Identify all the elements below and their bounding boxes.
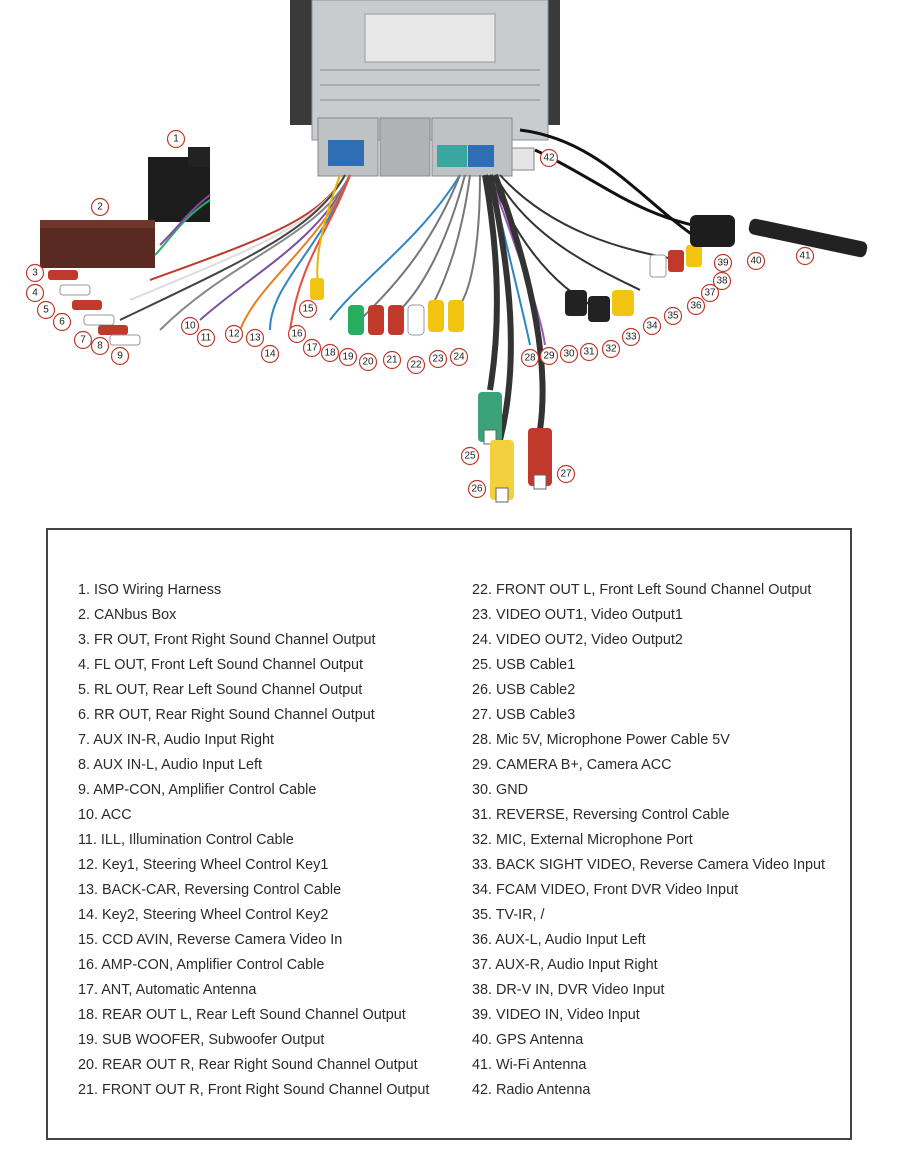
legend-item: 15. CCD AVIN, Reverse Camera Video In [78,932,343,948]
callout-12 [226,326,243,343]
callout-number: 39 [717,257,729,269]
callout-41 [797,248,814,265]
callout-number: 28 [524,352,536,364]
canbus-box [40,220,155,268]
callout-19 [340,349,357,366]
legend-item: 2. CANbus Box [78,607,177,623]
callout-number: 15 [302,303,314,315]
callout-31 [581,344,598,361]
callout-number: 5 [43,304,49,316]
callout-number: 22 [410,359,422,371]
callout-33 [623,329,640,346]
callout-40 [748,253,765,270]
callout-7 [75,332,92,349]
callout-number: 32 [605,343,617,355]
callout-16 [289,326,306,343]
legend-item: 28. Mic 5V, Microphone Power Cable 5V [472,732,730,748]
legend-item: 27. USB Cable3 [472,707,576,723]
callout-number: 6 [59,316,65,328]
callout-1 [168,131,185,148]
legend-item: 13. BACK-CAR, Reversing Control Cable [78,882,342,898]
legend-item: 35. TV-IR, / [472,907,545,923]
legend-item: 22. FRONT OUT L, Front Left Sound Channel Output [472,582,812,598]
head-unit [290,0,560,176]
callout-number: 31 [583,346,595,358]
callout-26 [469,481,486,498]
callout-18 [322,345,339,362]
legend-item: 30. GND [472,782,528,798]
legend-item: 7. AUX IN-R, Audio Input Right [78,732,274,748]
callout-29 [541,348,558,365]
callout-10 [182,318,199,335]
callout-6 [54,314,71,331]
callout-5 [38,302,55,319]
callout-28 [522,350,539,367]
callout-number: 26 [471,483,483,495]
legend-item: 23. VIDEO OUT1, Video Output1 [472,607,683,623]
callout-2 [92,199,109,216]
callout-number: 36 [690,300,702,312]
legend-item: 18. REAR OUT L, Rear Left Sound Channel Output [78,1007,406,1023]
callout-number: 40 [750,255,762,267]
callout-number: 37 [704,287,716,299]
callout-13 [247,330,264,347]
legend-item: 14. Key2, Steering Wheel Control Key2 [78,907,329,923]
legend-column-left [78,578,429,1103]
callout-17 [304,340,321,357]
legend-item: 33. BACK SIGHT VIDEO, Reverse Camera Video Input [472,857,825,873]
legend-item: 38. DR-V IN, DVR Video Input [472,982,665,998]
callout-number: 12 [228,328,240,340]
legend-panel [46,528,852,1140]
callout-27 [558,466,575,483]
callout-21 [384,352,401,369]
callout-number: 19 [342,351,354,363]
callout-number: 20 [362,356,374,368]
callout-number: 42 [543,152,555,164]
legend-item: 31. REVERSE, Reversing Control Cable [472,807,730,823]
callout-number: 2 [97,201,103,213]
callout-number: 27 [560,468,572,480]
callout-15 [300,301,317,318]
callout-number: 25 [464,450,476,462]
legend-item: 12. Key1, Steering Wheel Control Key1 [78,857,329,873]
legend-item: 36. AUX-L, Audio Input Left [472,932,646,948]
legend-item: 3. FR OUT, Front Right Sound Channel Output [78,632,376,648]
legend-item: 21. FRONT OUT R, Front Right Sound Channel Output [78,1082,430,1098]
callout-number: 29 [543,350,555,362]
callout-number: 30 [563,348,575,360]
callout-number: 9 [117,350,123,362]
callout-number: 1 [173,133,179,145]
callout-22 [408,357,425,374]
callout-number: 3 [32,267,38,279]
legend-item: 41. Wi-Fi Antenna [472,1057,587,1073]
callout-3 [27,265,44,282]
legend-item: 9. AMP-CON, Amplifier Control Cable [78,782,317,798]
legend-item: 34. FCAM VIDEO, Front DVR Video Input [472,882,739,898]
callout-number: 16 [291,328,303,340]
callout-42 [541,150,558,167]
legend-item: 40. GPS Antenna [472,1032,584,1048]
callout-36 [688,298,705,315]
callout-number: 7 [80,334,86,346]
legend-item: 17. ANT, Automatic Antenna [78,982,257,998]
callout-number: 41 [799,250,811,262]
wiring-diagram [0,0,900,520]
callout-38 [714,273,731,290]
callout-number: 10 [184,320,196,332]
legend-item: 42. Radio Antenna [472,1082,591,1098]
legend-item: 39. VIDEO IN, Video Input [472,1007,640,1023]
callout-number: 21 [386,354,398,366]
legend-item: 25. USB Cable1 [472,657,576,673]
legend-item: 16. AMP-CON, Amplifier Control Cable [78,957,325,973]
callout-number: 23 [432,353,444,365]
callout-30 [561,346,578,363]
legend-item: 37. AUX-R, Audio Input Right [472,957,658,973]
legend-item: 32. MIC, External Microphone Port [472,832,693,848]
iso-harness [148,147,210,222]
callout-9 [112,348,129,365]
callout-25 [462,448,479,465]
legend-item: 11. ILL, Illumination Control Cable [78,832,294,848]
legend-item: 6. RR OUT, Rear Right Sound Channel Output [78,707,375,723]
legend-item: 29. CAMERA B+, Camera ACC [472,757,672,773]
callout-number: 13 [249,332,261,344]
callout-14 [262,346,279,363]
callout-number: 11 [200,332,212,344]
callout-number: 38 [716,275,728,287]
legend-item: 8. AUX IN-L, Audio Input Left [78,757,262,773]
legend-item: 19. SUB WOOFER, Subwoofer Output [78,1032,325,1048]
legend-item: 1. ISO Wiring Harness [78,582,222,598]
callout-number: 24 [453,351,465,363]
legend-item: 5. RL OUT, Rear Left Sound Channel Output [78,682,363,698]
callout-number: 33 [625,331,637,343]
callout-number: 14 [264,348,276,360]
callout-32 [603,341,620,358]
legend-column-right [472,578,825,1103]
callout-35 [665,308,682,325]
callout-39 [715,255,732,272]
legend-item: 20. REAR OUT R, Rear Right Sound Channel Output [78,1057,418,1073]
callout-8 [92,338,109,355]
legend-item: 4. FL OUT, Front Left Sound Channel Output [78,657,364,673]
callout-number: 4 [32,287,38,299]
callout-number: 34 [646,320,658,332]
callout-number: 8 [97,340,103,352]
callout-number: 18 [324,347,336,359]
legend-item: 26. USB Cable2 [472,682,576,698]
callout-20 [360,354,377,371]
callout-11 [198,330,215,347]
callout-4 [27,285,44,302]
callout-number: 35 [667,310,679,322]
legend-item: 10. ACC [78,807,132,823]
legend-item: 24. VIDEO OUT2, Video Output2 [472,632,683,648]
callout-23 [430,351,447,368]
callout-number: 17 [306,342,318,354]
callout-24 [451,349,468,366]
callout-34 [644,318,661,335]
